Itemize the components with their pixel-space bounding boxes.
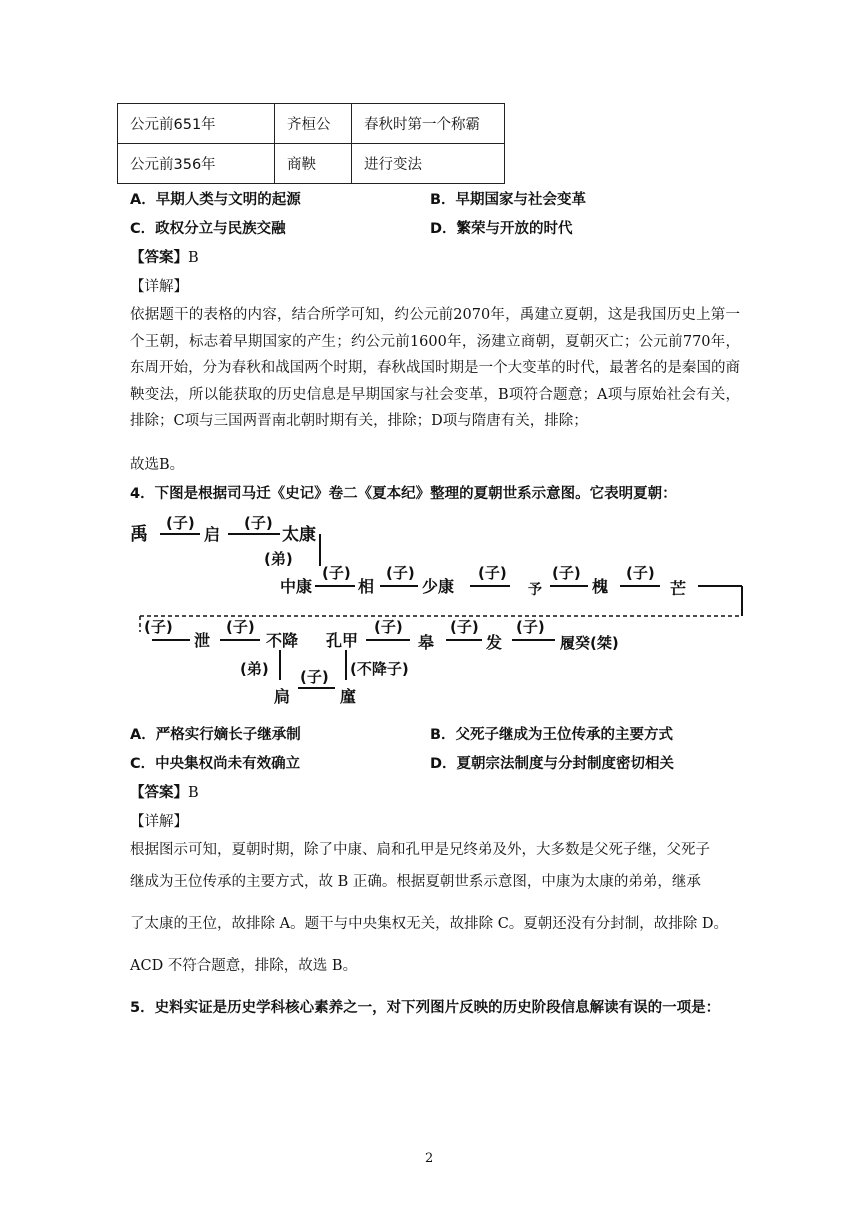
son-label: (子) [244, 514, 273, 532]
xia-lineage-diagram [130, 508, 755, 708]
name-gao: 皋 [418, 633, 435, 652]
son-label: (子) [374, 618, 403, 636]
q4-option-c: C．中央集权尚未有效确立 [130, 756, 301, 772]
son-label: (子) [478, 564, 507, 582]
table-cell: 商鞅 [275, 144, 352, 184]
q4-option-d: D．夏朝宗法制度与分封制度密切相关 [430, 756, 675, 772]
q4-detail-label: 【详解】 [130, 814, 188, 830]
son-label: (子) [450, 618, 479, 636]
q4-explanation-line4: ACD 不符合题意，排除，故选 B。 [130, 958, 358, 974]
son-label: (子) [300, 668, 329, 686]
q4-explanation-line3: 了太康的王位，故排除 A。题干与中央集权无关，故排除 C。夏朝还没有分封制，故排除 D。 [130, 916, 729, 932]
son-label: (子) [516, 618, 545, 636]
bujiang-son-label: (不降子) [350, 660, 409, 678]
page-number: 2 [425, 1151, 434, 1166]
answer-value: B [188, 785, 199, 801]
son-label: (子) [166, 514, 195, 532]
name-kongjia: 孔甲 [326, 631, 359, 650]
name-bujiang: 不降 [266, 631, 299, 650]
name-zhongkang: 中康 [280, 577, 313, 596]
history-table [117, 103, 505, 184]
son-label: (子) [626, 564, 655, 582]
q3-explanation: 依据题干的表格的内容，结合所学可知，约公元前2070年，禹建立夏朝，这是我国历史上第一个王朝，标志着早期国家的产生；约公元前1600年，汤建立商朝，夏朝灭亡；公元前770年，东周开始，分为春秋和战国两个时期，春秋战国时期是一个大变革的时代，最著名的是秦国的商鞅变法，所以能获取的历史信息是早期国家与社会变革，B项符合题意；A项与原始社会有关，排除；C项与三国两晋南北朝时期有关，排除；D项与隋唐有关，排除； [130, 307, 740, 429]
name-yu2: 予 [528, 582, 542, 598]
q4-option-a: A．严格实行嫡长子继承制 [130, 727, 301, 743]
son-label: (子) [386, 564, 415, 582]
q4-explanation-line1: 根据图示可知，夏朝时期，除了中康、扃和孔甲是兄终弟及外，大多数是父死子继，父死子 [130, 842, 710, 858]
table-cell: 公元前356年 [118, 144, 275, 184]
q5-stem: 5．史料实证是历史学科核心素养之一，对下列图片反映的历史阶段信息解读有误的一项是： [130, 1000, 721, 1016]
name-qi: 启 [204, 525, 221, 544]
name-xie: 泄 [194, 631, 211, 650]
name-jin: 廑 [340, 687, 357, 706]
son-label: (子) [322, 564, 351, 582]
q3-option-d: D．繁荣与开放的时代 [430, 221, 573, 237]
name-fa: 发 [486, 633, 503, 652]
table-cell: 齐桓公 [275, 104, 352, 144]
q3-detail-label: 【详解】 [130, 279, 188, 295]
q3-option-b: B．早期国家与社会变革 [430, 192, 587, 208]
name-mang: 芒 [670, 579, 687, 598]
name-taikang: 太康 [282, 525, 316, 545]
name-lvgui: 履癸(桀) [560, 634, 619, 652]
son-label: (子) [552, 564, 581, 582]
name-jiong: 扃 [274, 687, 291, 706]
brother-label: (弟) [264, 550, 293, 568]
table-row [118, 104, 505, 144]
q4-answer [130, 781, 199, 802]
table-row [118, 144, 505, 184]
answer-label: 【答案】 [130, 784, 188, 801]
q4-option-b: B．父死子继成为王位传承的主要方式 [430, 727, 674, 743]
q3-option-c: C．政权分立与民族交融 [130, 221, 286, 237]
name-shaokang: 少康 [422, 577, 455, 596]
brother-label: (弟) [240, 660, 269, 678]
q4-stem: 4．下图是根据司马迁《史记》卷二《夏本纪》整理的夏朝世系示意图。它表明夏朝： [130, 486, 677, 502]
q3-option-a: A．早期人类与文明的起源 [130, 192, 301, 208]
name-huai: 槐 [592, 577, 609, 596]
answer-value: B [188, 250, 199, 266]
son-label: (子) [226, 618, 255, 636]
table-cell: 进行变法 [352, 144, 505, 184]
q3-answer [130, 246, 199, 267]
table-cell: 春秋时第一个称霸 [352, 104, 505, 144]
q3-conclusion: 故选B。 [130, 457, 185, 473]
answer-label: 【答案】 [130, 249, 188, 266]
q4-explanation-line2: 继成为王位传承的主要方式，故 B 正确。根据夏朝世系示意图，中康为太康的弟弟，继承 [130, 874, 701, 890]
son-label: (子) [144, 618, 173, 636]
table-cell: 公元前651年 [118, 104, 275, 144]
name-yu: 禹 [130, 524, 148, 545]
name-xiang: 相 [358, 577, 375, 596]
